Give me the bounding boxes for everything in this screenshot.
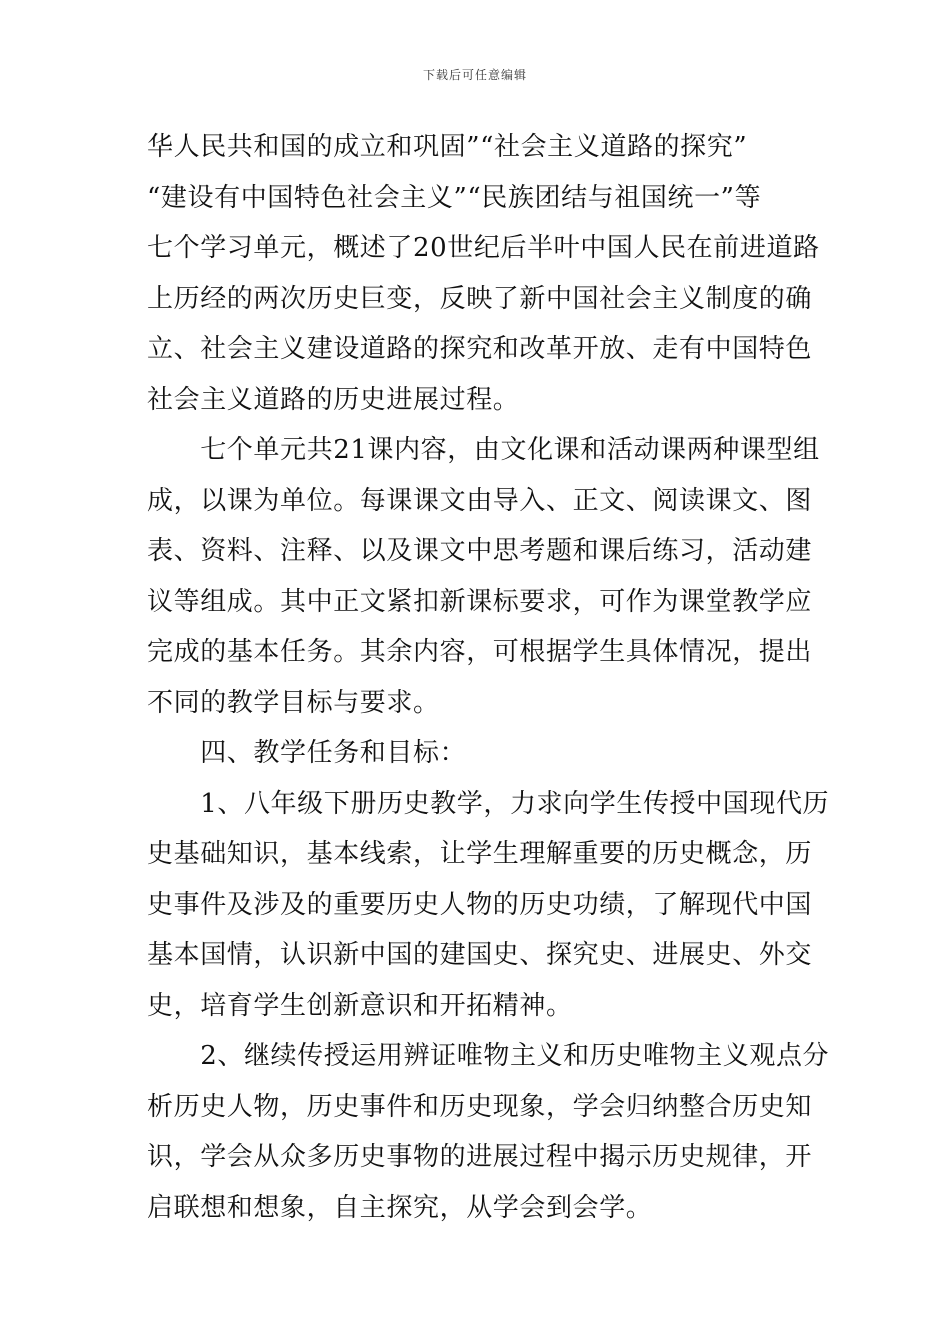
text-line: 华人民共和国的成立和巩固”“社会主义道路的探究” bbox=[147, 132, 748, 162]
text-line: 史基础知识，基本线索，让学生理解重要的历史概念，历 bbox=[147, 839, 813, 869]
text-line: 析历史人物，历史事件和历史现象，学会归纳整合历史知 bbox=[147, 1091, 813, 1122]
text-line: 七个学习单元，概述了20世纪后半叶中国人民在前进道路 bbox=[147, 233, 820, 263]
section-heading: 四、教学任务和目标： bbox=[147, 738, 467, 768]
text-line: 启联想和想象，自主探究，从学会到会学。 bbox=[147, 1192, 653, 1223]
text-line: 七个单元共21课内容，由文化课和活动课两种课型组 bbox=[147, 435, 820, 465]
text-line: “建设有中国特色社会主义”“民族团结与祖国统一”等 bbox=[147, 182, 762, 213]
text-line: 史，培育学生创新意识和开拓精神。 bbox=[147, 990, 573, 1021]
text-line: 社会主义道路的历史进展过程。 bbox=[147, 384, 520, 415]
text-line: 立、社会主义建设道路的探究和改革开放、走有中国特色 bbox=[147, 334, 813, 364]
text-line: 2、继续传授运用辨证唯物主义和历史唯物主义观点分 bbox=[147, 1041, 830, 1071]
text-line: 成，以课为单位。每课课文由导入、正文、阅读课文、图 bbox=[147, 485, 813, 516]
text-line: 完成的基本任务。其余内容，可根据学生具体情况，提出 bbox=[147, 637, 813, 667]
text-line: 1、八年级下册历史教学，力求向学生传授中国现代历 bbox=[147, 788, 830, 819]
text-line: 史事件及涉及的重要历史人物的历史功绩，了解现代中国 bbox=[147, 889, 813, 920]
body-text bbox=[147, 122, 830, 1233]
text-line: 不同的教学目标与要求。 bbox=[147, 687, 440, 718]
text-line: 上历经的两次历史巨变，反映了新中国社会主义制度的确 bbox=[147, 283, 813, 314]
text-line: 基本国情，认识新中国的建国史、探究史、进展史、外交 bbox=[147, 940, 813, 970]
header-note: 下载后可任意编辑 bbox=[422, 68, 527, 82]
text-line: 识，学会从众多历史事物的进展过程中揭示历史规律，开 bbox=[147, 1142, 813, 1172]
text-line: 议等组成。其中正文紧扣新课标要求，可作为课堂教学应 bbox=[147, 586, 813, 617]
text-line: 表、资料、注释、以及课文中思考题和课后练习，活动建 bbox=[147, 536, 813, 566]
